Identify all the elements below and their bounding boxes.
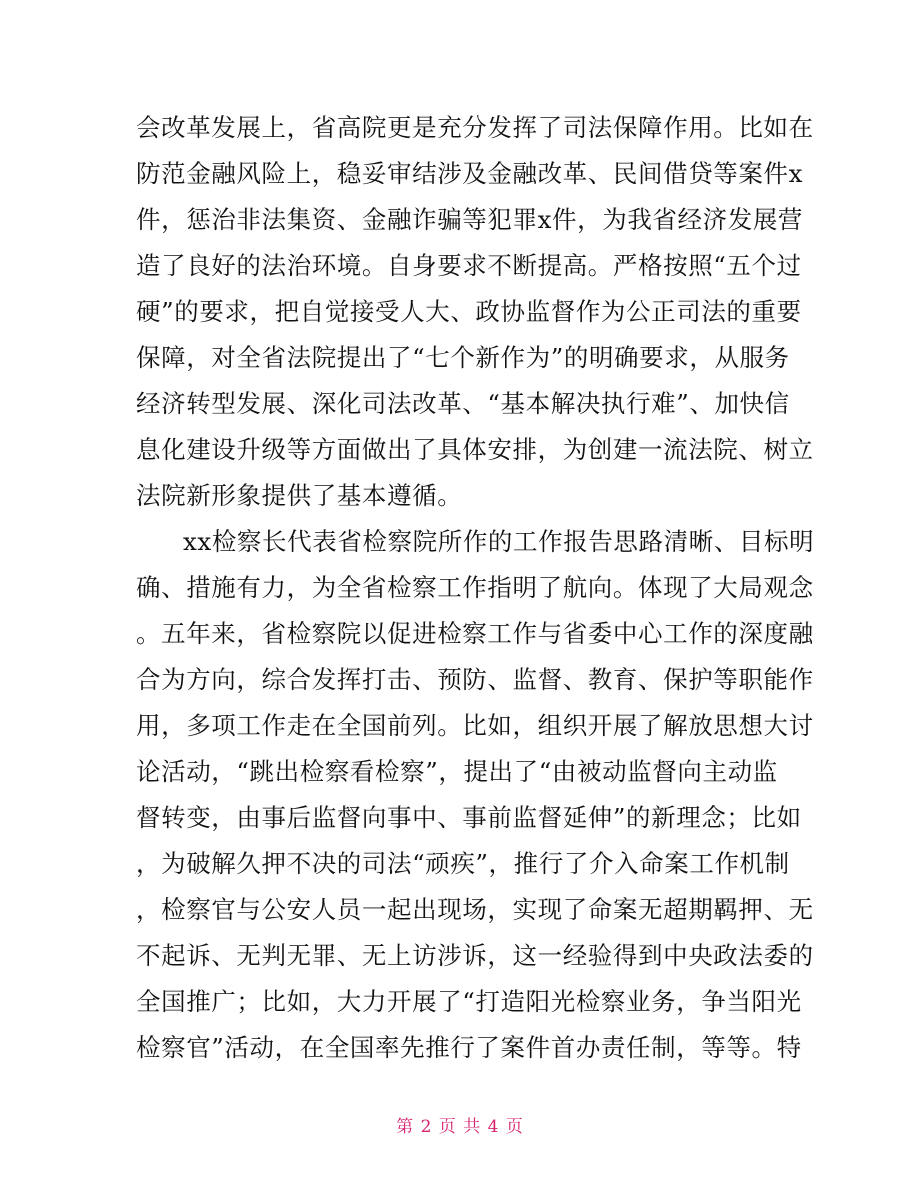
text-line: 督转变，由事后监督向事中、事前监督延伸”的新理念；比如 [136, 803, 802, 832]
paragraph-first-line: xx检察长代表省检察院所作的工作报告思路清晰、目标明 [183, 527, 815, 556]
text-line: ，为破解久押不决的司法“顽疾”，推行了介入命案工作机制 [136, 849, 790, 878]
text-line: 经济转型发展、深化司法改革、“基本解决执行难”、加快信 [136, 389, 790, 418]
text-line: 息化建设升级等方面做出了具体安排，为创建一流法院、树立 [136, 435, 814, 464]
text-line: 硬”的要求，把自觉接受人大、政协监督作为公正司法的重要 [136, 297, 802, 326]
text-line: 。五年来，省检察院以促进检察工作与省委中心工作的深度融 [136, 619, 814, 648]
text-line: ，检察官与公安人员一起出现场，实现了命案无超期羁押、无 [136, 895, 814, 924]
text-line: 造了良好的法治环境。自身要求不断提高。严格按照“五个过 [136, 251, 802, 280]
text-line: 论活动，“跳出检察看检察”，提出了“由被动监督向主动监 [136, 757, 778, 786]
text-line: 件，惩治非法集资、金融诈骗等犯罪x件，为我省经济发展营 [136, 205, 804, 234]
text-line: 不起诉、无判无罪、无上访涉诉，这一经验得到中央政法委的 [136, 941, 814, 970]
text-line: 检察官”活动，在全国率先推行了案件首办责任制，等等。特 [136, 1033, 802, 1062]
text-line: 确、措施有力，为全省检察工作指明了航向。体现了大局观念 [136, 573, 814, 602]
text-line: 法院新形象提供了基本遵循。 [136, 481, 463, 510]
text-line: 用，多项工作走在全国前列。比如，组织开展了解放思想大讨 [136, 711, 814, 740]
text-line: 合为方向，综合发挥打击、预防、监督、教育、保护等职能作 [136, 665, 814, 694]
page-number-footer: 第 2 页 共 4 页 [396, 1117, 524, 1137]
text-line: 会改革发展上，省高院更是充分发挥了司法保障作用。比如在 [136, 113, 814, 142]
text-line: 全国推广；比如，大力开展了“打造阳光检察业务，争当阳光 [136, 987, 802, 1016]
text-line: 保障，对全省法院提出了“七个新作为”的明确要求，从服务 [136, 343, 790, 372]
text-line: 防范金融风险上，稳妥审结涉及金融改革、民间借贷等案件x [136, 159, 804, 188]
